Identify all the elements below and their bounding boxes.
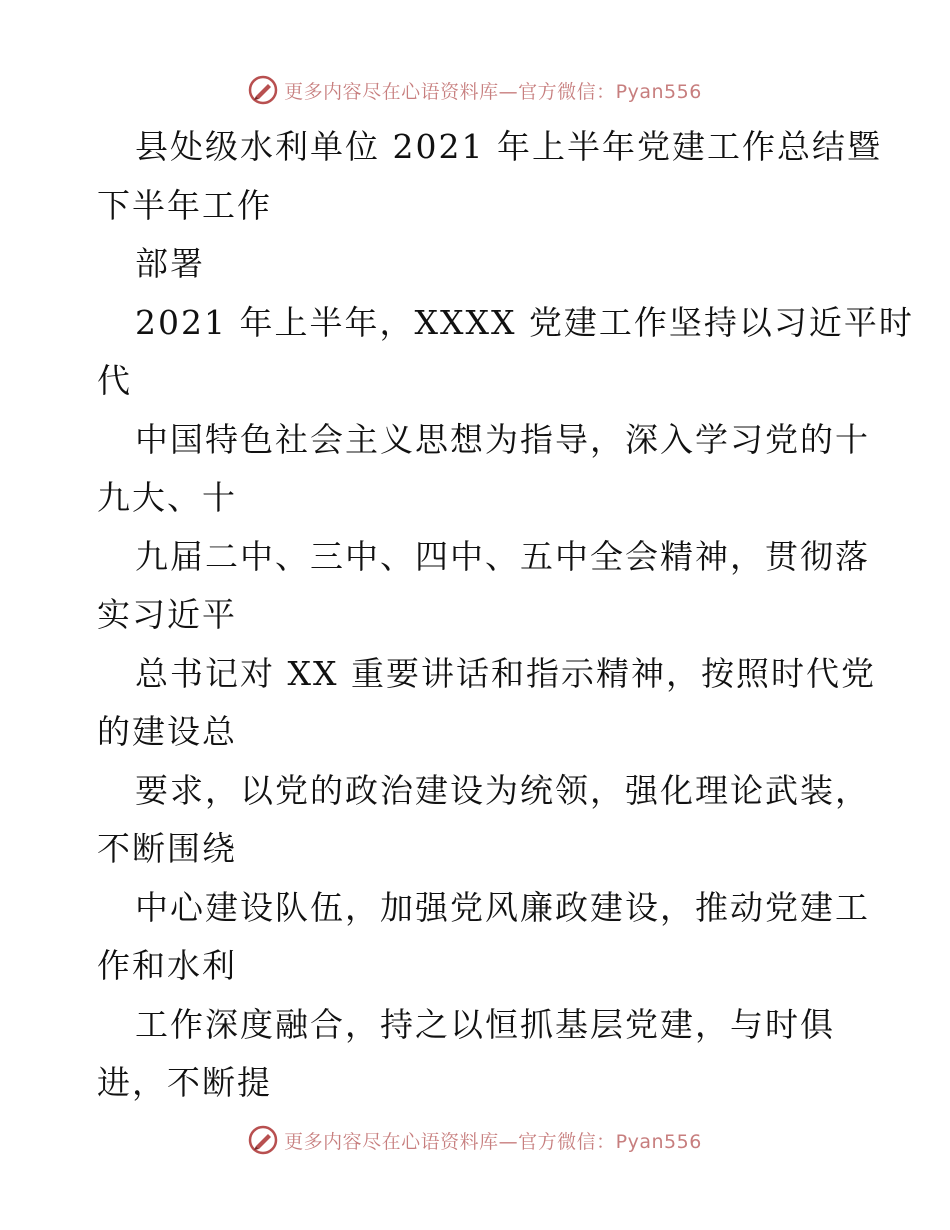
document-line: 不断围绕 [97, 829, 237, 868]
document-line: 九大、十 [97, 478, 237, 517]
document-line: 总书记对 XX 重要讲话和指示精神，按照时代党 [135, 653, 876, 693]
document-line: 代 [97, 361, 132, 400]
header-watermark [0, 70, 950, 110]
document-line: 的建设总 [97, 712, 237, 751]
pen-logo-icon [248, 1125, 278, 1155]
document-line: 工作深度融合，持之以恒抓基层党建，与时俱 [135, 1004, 835, 1044]
document-line: 中心建设队伍，加强党风廉政建设，推动党建工 [135, 887, 870, 927]
document-line: 作和水利 [97, 946, 237, 985]
footer-watermark-text: 更多内容尽在心语资料库—官方微信：Pyan556 [284, 1130, 702, 1153]
header-watermark-text: 更多内容尽在心语资料库—官方微信：Pyan556 [284, 80, 702, 103]
document-line: 九届二中、三中、四中、五中全会精神，贯彻落 [135, 536, 870, 576]
document-line: 2021 年上半年，XXXX 党建工作坚持以习近平时 [135, 302, 914, 342]
document-line: 部署 [135, 244, 205, 283]
footer-watermark [0, 1120, 950, 1160]
document-line: 县处级水利单位 2021 年上半年党建工作总结暨 [135, 127, 882, 166]
document-line: 实习近平 [97, 595, 237, 634]
document-line: 进，不断提 [97, 1063, 272, 1102]
document-line: 中国特色社会主义思想为指导，深入学习党的十 [135, 419, 870, 459]
document-line: 下半年工作 [97, 185, 272, 225]
document-line: 要求，以党的政治建设为统领，强化理论武装， [135, 770, 870, 810]
pen-logo-icon [248, 75, 278, 105]
document-body [97, 118, 914, 1113]
